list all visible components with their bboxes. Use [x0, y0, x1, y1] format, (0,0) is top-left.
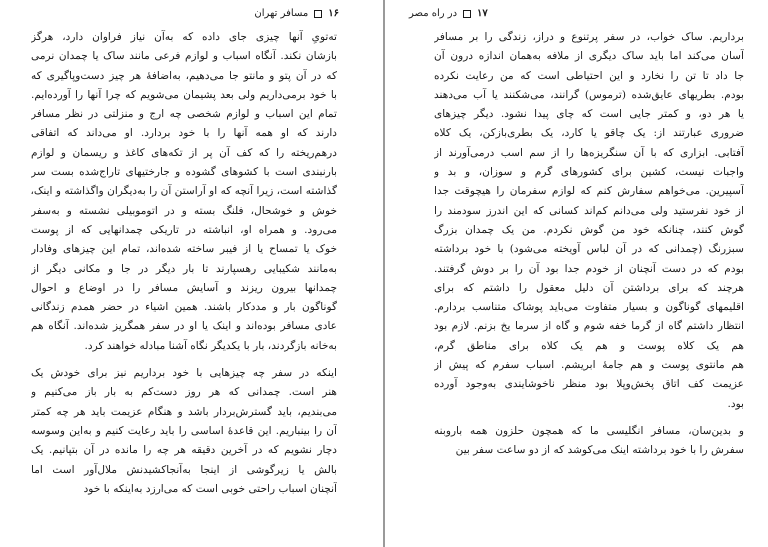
text-line: گذاشته است، زیرا آنچه که او آراستن آن را به‌دیگران واگذاشته و اینک، [31, 185, 337, 198]
text-line: هم مانتوی پوست و هم جامهٔ ابریشم. اسباب سفرم که پیش از [434, 359, 744, 372]
text-line: دچار نشویم که در آخرین دقیقه هر چه را مانده در آن بتپانیم. یک [31, 444, 337, 457]
text-line: سفرش را با خود برداشته اینک می‌کوشد که از دو ساعت سفر بین [455, 444, 744, 457]
square-ornament-icon [314, 10, 322, 18]
text-line: آسپیرین. می‌خواهم سفارش کنم که لوازم سفرمان را هیچوقت جدا [434, 185, 744, 198]
square-ornament-icon [463, 10, 471, 18]
text-line: انتظار داشتم گاه از گرما خفه شوم و گاه از سرما یخ بزنم. لازم بود [434, 320, 744, 333]
text-line: هرچند که برای برداشتن آن دلیل معقول را داشتم که برای [434, 281, 744, 294]
text-line: اقلیمهای گوناگون و بسیار متفاوت می‌باید پوشاک متناسب بردارم. [434, 301, 744, 314]
text-line: چمدانها بیرون ریزند و آسایش مسافر را در اوضاع و احوال [31, 281, 337, 294]
text-line: دارند که او همه آنها را با خود بردارد. او می‌داند که اتفاقی [31, 127, 337, 140]
text-line: با خود برمی‌داریم ولی بعد پشیمان می‌شویم که چرا آنها را آورده‌ایم. [31, 88, 337, 101]
text-line: بود. [727, 397, 744, 410]
text-line: می‌رود. و همراه او، انباشته در تاریکی چمدانهایی که از پوست [31, 223, 337, 236]
text-line: و بدین‌سان، مسافر انگلیسی ما که همچون حلزون همه باروبنه [434, 424, 744, 437]
right-page [385, 0, 768, 547]
text-line: جا داد تا تن را نخارد و این احتیاطی است که من رعایت نکرده [434, 69, 744, 82]
paragraph [31, 28, 337, 356]
text-line: از خود نفرستید ولی می‌دانم کم‌اند کسانی که این اندرز سودمند را [434, 204, 744, 217]
text-line: آن را بینباریم. این قاعدهٔ اساسی را باید رعایت کنیم و به‌این وسوسه [31, 424, 337, 437]
text-line: عزیمت کف اتاق پخش‌وپلا بود منظر ناخوشایندی به‌وجود آورده [434, 378, 744, 391]
left-page [0, 0, 383, 547]
text-line: بودم که در دست آنچنان از خودم جدا بود آن را بر دوش گرفتند. [434, 262, 744, 275]
text-line: برداریم. ساک خواب، در سفر پرتنوع و دراز، زندگی را بر مسافر [434, 31, 744, 43]
left-page-header [254, 8, 339, 19]
text-line: واجبات نیست، کشین برای کشورهای گرم و سوزان، و بد و [434, 166, 744, 179]
text-line: هم یک کلاه پوست و هم یک کلاه برای مناطق گرم، [434, 339, 744, 352]
page-number: ۱۶ [328, 8, 339, 19]
text-line: یا هر دو، و کمتر جایی است که چای پیدا نشود. دیگر چیزهای [434, 108, 744, 121]
text-line: تمام این اسباب و لوازم شخصی چه ارج و منزلتی در نظر مسافر [31, 108, 337, 121]
text-line: می‌بندیم، باید گسترش‌بردار باشد و هنگام عزیمت باید هر چه کمتر [31, 405, 337, 418]
text-line: بازشان نکند. آنگاه اسباب و لوازم فرعی مانند ساک یا چمدان نرمی [31, 50, 337, 63]
text-line: درهم‌ریخته را که کف آن پر از تکه‌های کاغذ و ریسمان و لوازم [31, 146, 337, 159]
paragraph [31, 364, 337, 499]
page-number: ۱۷ [477, 8, 488, 19]
text-line: آفتابی. ابزاری که با آن سنگریزه‌ها را از سم اسب درمی‌آورند از [434, 146, 744, 159]
text-line: بودم. بطریهای عایق‌شده (ترموس) گرانند، می‌شکنند یا آب می‌دهند [434, 88, 744, 101]
text-line: ته‌تویِ آنها چیزی جای داده که به‌آن نیاز فراوان دارد، هرگز [31, 31, 337, 43]
text-line: آسان می‌کند اما باید ساک دیگری از ملافه به‌همان اندازه درون آن [434, 50, 744, 63]
text-line: ضروری عبارتند از: یک چاقو یا کارد، یک بطری‌بازکن، یک کلاه [434, 127, 744, 140]
text-line: گوناگون بار و مددکار باشند. همین اشیاء در حضر همدم زندگانی [31, 301, 337, 314]
text-line: عادی مسافر بوده‌اند و اینک یا او در سفر همگریز شده‌اند. آنگاه هم [31, 320, 337, 333]
text-line: به‌مانند شکیبایی رهسپارند تا بار دیگر در جا و مکانی دیگر از [31, 262, 337, 275]
right-page-body [434, 28, 744, 461]
text-line: آنچنان اسباب راحتی خوبی است که می‌ارزد به‌اینکه با خود [83, 482, 337, 495]
text-line: به‌خانه بازگردند، بار با یکدیگر نگاه آشنا مبادله خواهند کرد. [84, 339, 337, 352]
running-title: در راه مصر [409, 8, 458, 19]
text-line: هنر است. چمدانی که هر روز دست‌کم به بار باز می‌کنیم و [31, 386, 337, 399]
paragraph [434, 28, 744, 414]
paragraph [434, 422, 744, 461]
text-line: بالش یا زیرگوشی از اینجا به‌آنجاکشیدنش ملال‌آور است اما [31, 463, 337, 476]
text-line: اینکه در سفر چه چیزهایی با خود برداریم نیز برای خودش یک [31, 367, 337, 380]
running-title: مسافر تهران [254, 8, 309, 19]
text-line: خوش و خوشحال، فلنگ بسته و در اتوموبیلی نشسته و به‌سفر [31, 204, 337, 217]
text-line: بارنبندی است با کشوهای گشوده و جارختیهای تاراج‌شده بست سر [31, 166, 337, 179]
left-page-body [31, 28, 337, 499]
text-line: گوش کنند، چنانکه خود من گوش نکردم. من یک چمدان بزرگ [434, 223, 744, 236]
text-line: سبزرنگ (چمدانی که در آن لباس آویخته می‌شود) با خود برداشته [434, 243, 744, 256]
text-line: خوک یا تمساح یا از فیبر ساخته شده‌اند، تمام این چیزهای وفادار [31, 243, 337, 256]
text-line: که در آن پتو و مانتو جا می‌دهیم، به‌اضافهٔ هر چیز دست‌وپاگیری که [31, 69, 337, 82]
right-page-header [409, 8, 488, 19]
